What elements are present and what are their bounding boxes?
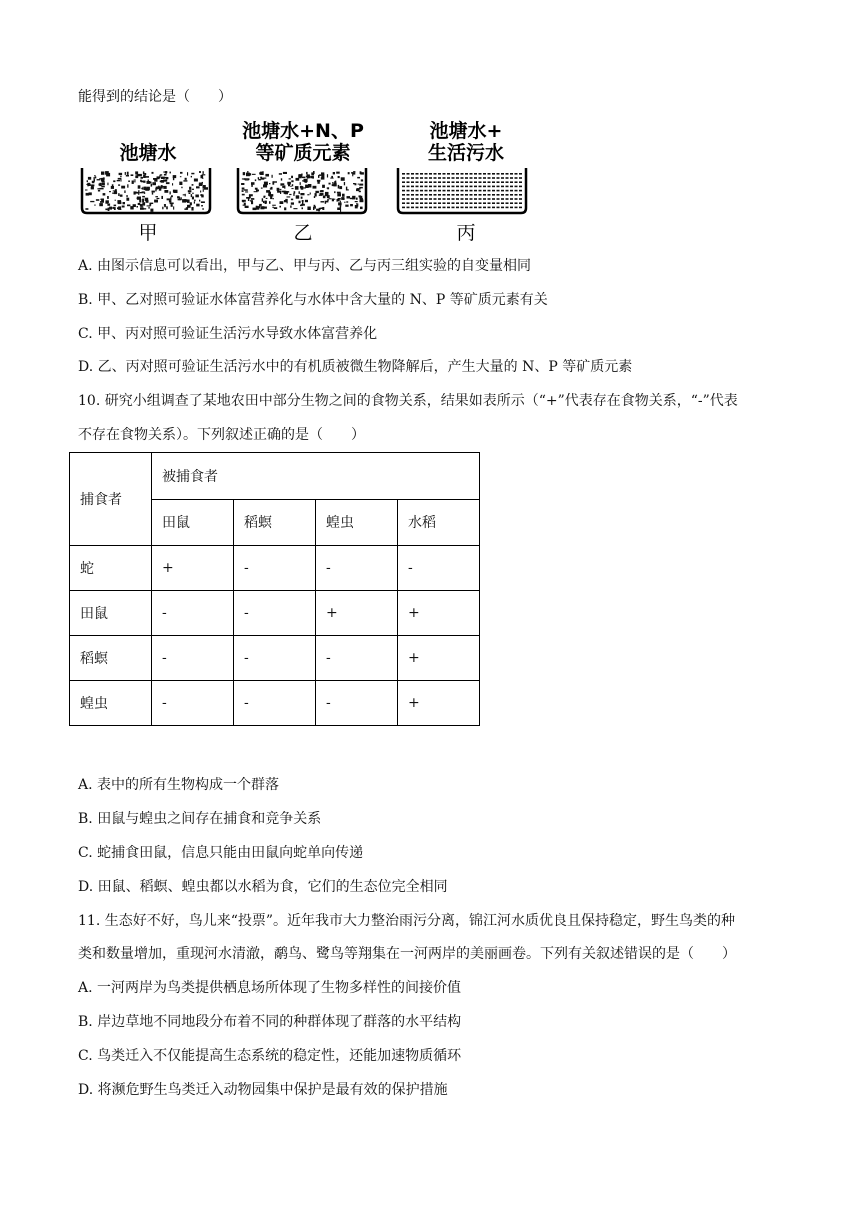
table-group-header: 被捕食者 <box>152 453 480 500</box>
table-cell: - <box>152 681 234 726</box>
table-col-header: 蝗虫 <box>316 499 398 546</box>
q9-option-a: A. 由图示信息可以看出，甲与乙、甲与丙、乙与丙三组实验的自变量相同 <box>78 258 532 274</box>
q11-option-c: C. 鸟类迁入不仅能提高生态系统的稳定性，还能加速物质循环 <box>78 1048 462 1064</box>
table-row-name: 蛇 <box>70 546 152 591</box>
experiment-figure <box>78 118 538 246</box>
table-cell: + <box>398 681 480 726</box>
table-cell: - <box>234 546 316 591</box>
table-cell: + <box>152 546 234 591</box>
table-col-header: 田鼠 <box>152 499 234 546</box>
table-row-name: 蝗虫 <box>70 681 152 726</box>
q11-option-b: B. 岸边草地不同地段分布着不同的种群体现了群落的水平结构 <box>78 1014 462 1030</box>
table-row <box>70 591 480 636</box>
q9-option-d: D. 乙、丙对照可验证生活污水中的有机质被微生物降解后，产生大量的 N、P 等矿质元素 <box>78 359 633 375</box>
q11-stem-line2: 类和数量增加，重现河水清澈，鹬鸟、鹭鸟等翔集在一河两岸的美丽画卷。下列有关叙述错误的是（ ） <box>78 946 736 962</box>
beaker-jia <box>80 166 212 216</box>
table-cell: - <box>152 591 234 636</box>
table-cell: - <box>316 681 398 726</box>
table-cell: - <box>234 591 316 636</box>
table-header-row <box>70 453 480 500</box>
beaker-yi <box>236 166 368 216</box>
table-cell: + <box>398 591 480 636</box>
q10-option-c: C. 蛇捕食田鼠，信息只能由田鼠向蛇单向传递 <box>78 845 364 861</box>
beaker-label-jia: 池塘水 <box>119 142 177 164</box>
beaker-name-yi: 乙 <box>293 222 313 244</box>
table-cell: - <box>398 546 480 591</box>
table-cell: - <box>234 681 316 726</box>
q10-option-d: D. 田鼠、稻螟、蝗虫都以水稻为食，它们的生态位完全相同 <box>78 879 448 895</box>
table-row <box>70 546 480 591</box>
q10-stem-line2: 不存在食物关系）。下列叙述正确的是（ ） <box>78 427 365 443</box>
table-row <box>70 636 480 681</box>
beaker-label-bing: 池塘水+ 生活污水 <box>427 120 504 164</box>
beaker-name-bing: 丙 <box>456 222 476 244</box>
q11-option-d: D. 将濒危野生鸟类迁入动物园集中保护是最有效的保护措施 <box>78 1082 448 1098</box>
beaker-name-jia: 甲 <box>138 222 158 244</box>
table-cell: - <box>152 636 234 681</box>
table-row <box>70 681 480 726</box>
beaker-label-yi: 池塘水+N、P 等矿质元素 <box>242 120 364 164</box>
table-cell: - <box>316 636 398 681</box>
food-relation-table <box>69 452 480 726</box>
q9-option-b: B. 甲、乙对照可验证水体富营养化与水体中含大量的 N、P 等矿质元素有关 <box>78 292 548 308</box>
table-row-name: 田鼠 <box>70 591 152 636</box>
table-corner: 捕食者 <box>70 453 152 546</box>
table-cell: + <box>398 636 480 681</box>
q10-option-a: A. 表中的所有生物构成一个群落 <box>78 777 280 793</box>
q9-option-c: C. 甲、丙对照可验证生活污水导致水体富营养化 <box>78 326 378 342</box>
table-cell: + <box>316 591 398 636</box>
table-cell: - <box>234 636 316 681</box>
table-col-header: 稻螟 <box>234 499 316 546</box>
table-col-header: 水稻 <box>398 499 480 546</box>
table-cell: - <box>316 546 398 591</box>
table-row-name: 稻螟 <box>70 636 152 681</box>
q11-option-a: A. 一河两岸为鸟类提供栖息场所体现了生物多样性的间接价值 <box>78 980 462 996</box>
q10-option-b: B. 田鼠与蝗虫之间存在捕食和竞争关系 <box>78 811 322 827</box>
beaker-bing <box>396 166 528 216</box>
q10-stem-line1: 10. 研究小组调查了某地农田中部分生物之间的食物关系，结果如表所示（“+”代表存在食物关系，“-”代表 <box>78 393 738 409</box>
q11-stem-line1: 11. 生态好不好，鸟儿来“投票”。近年我市大力整治雨污分离，锦江河水质优良且保持稳定，野生鸟类的种 <box>78 913 736 929</box>
intro-line: 能得到的结论是（ ） <box>78 89 232 105</box>
